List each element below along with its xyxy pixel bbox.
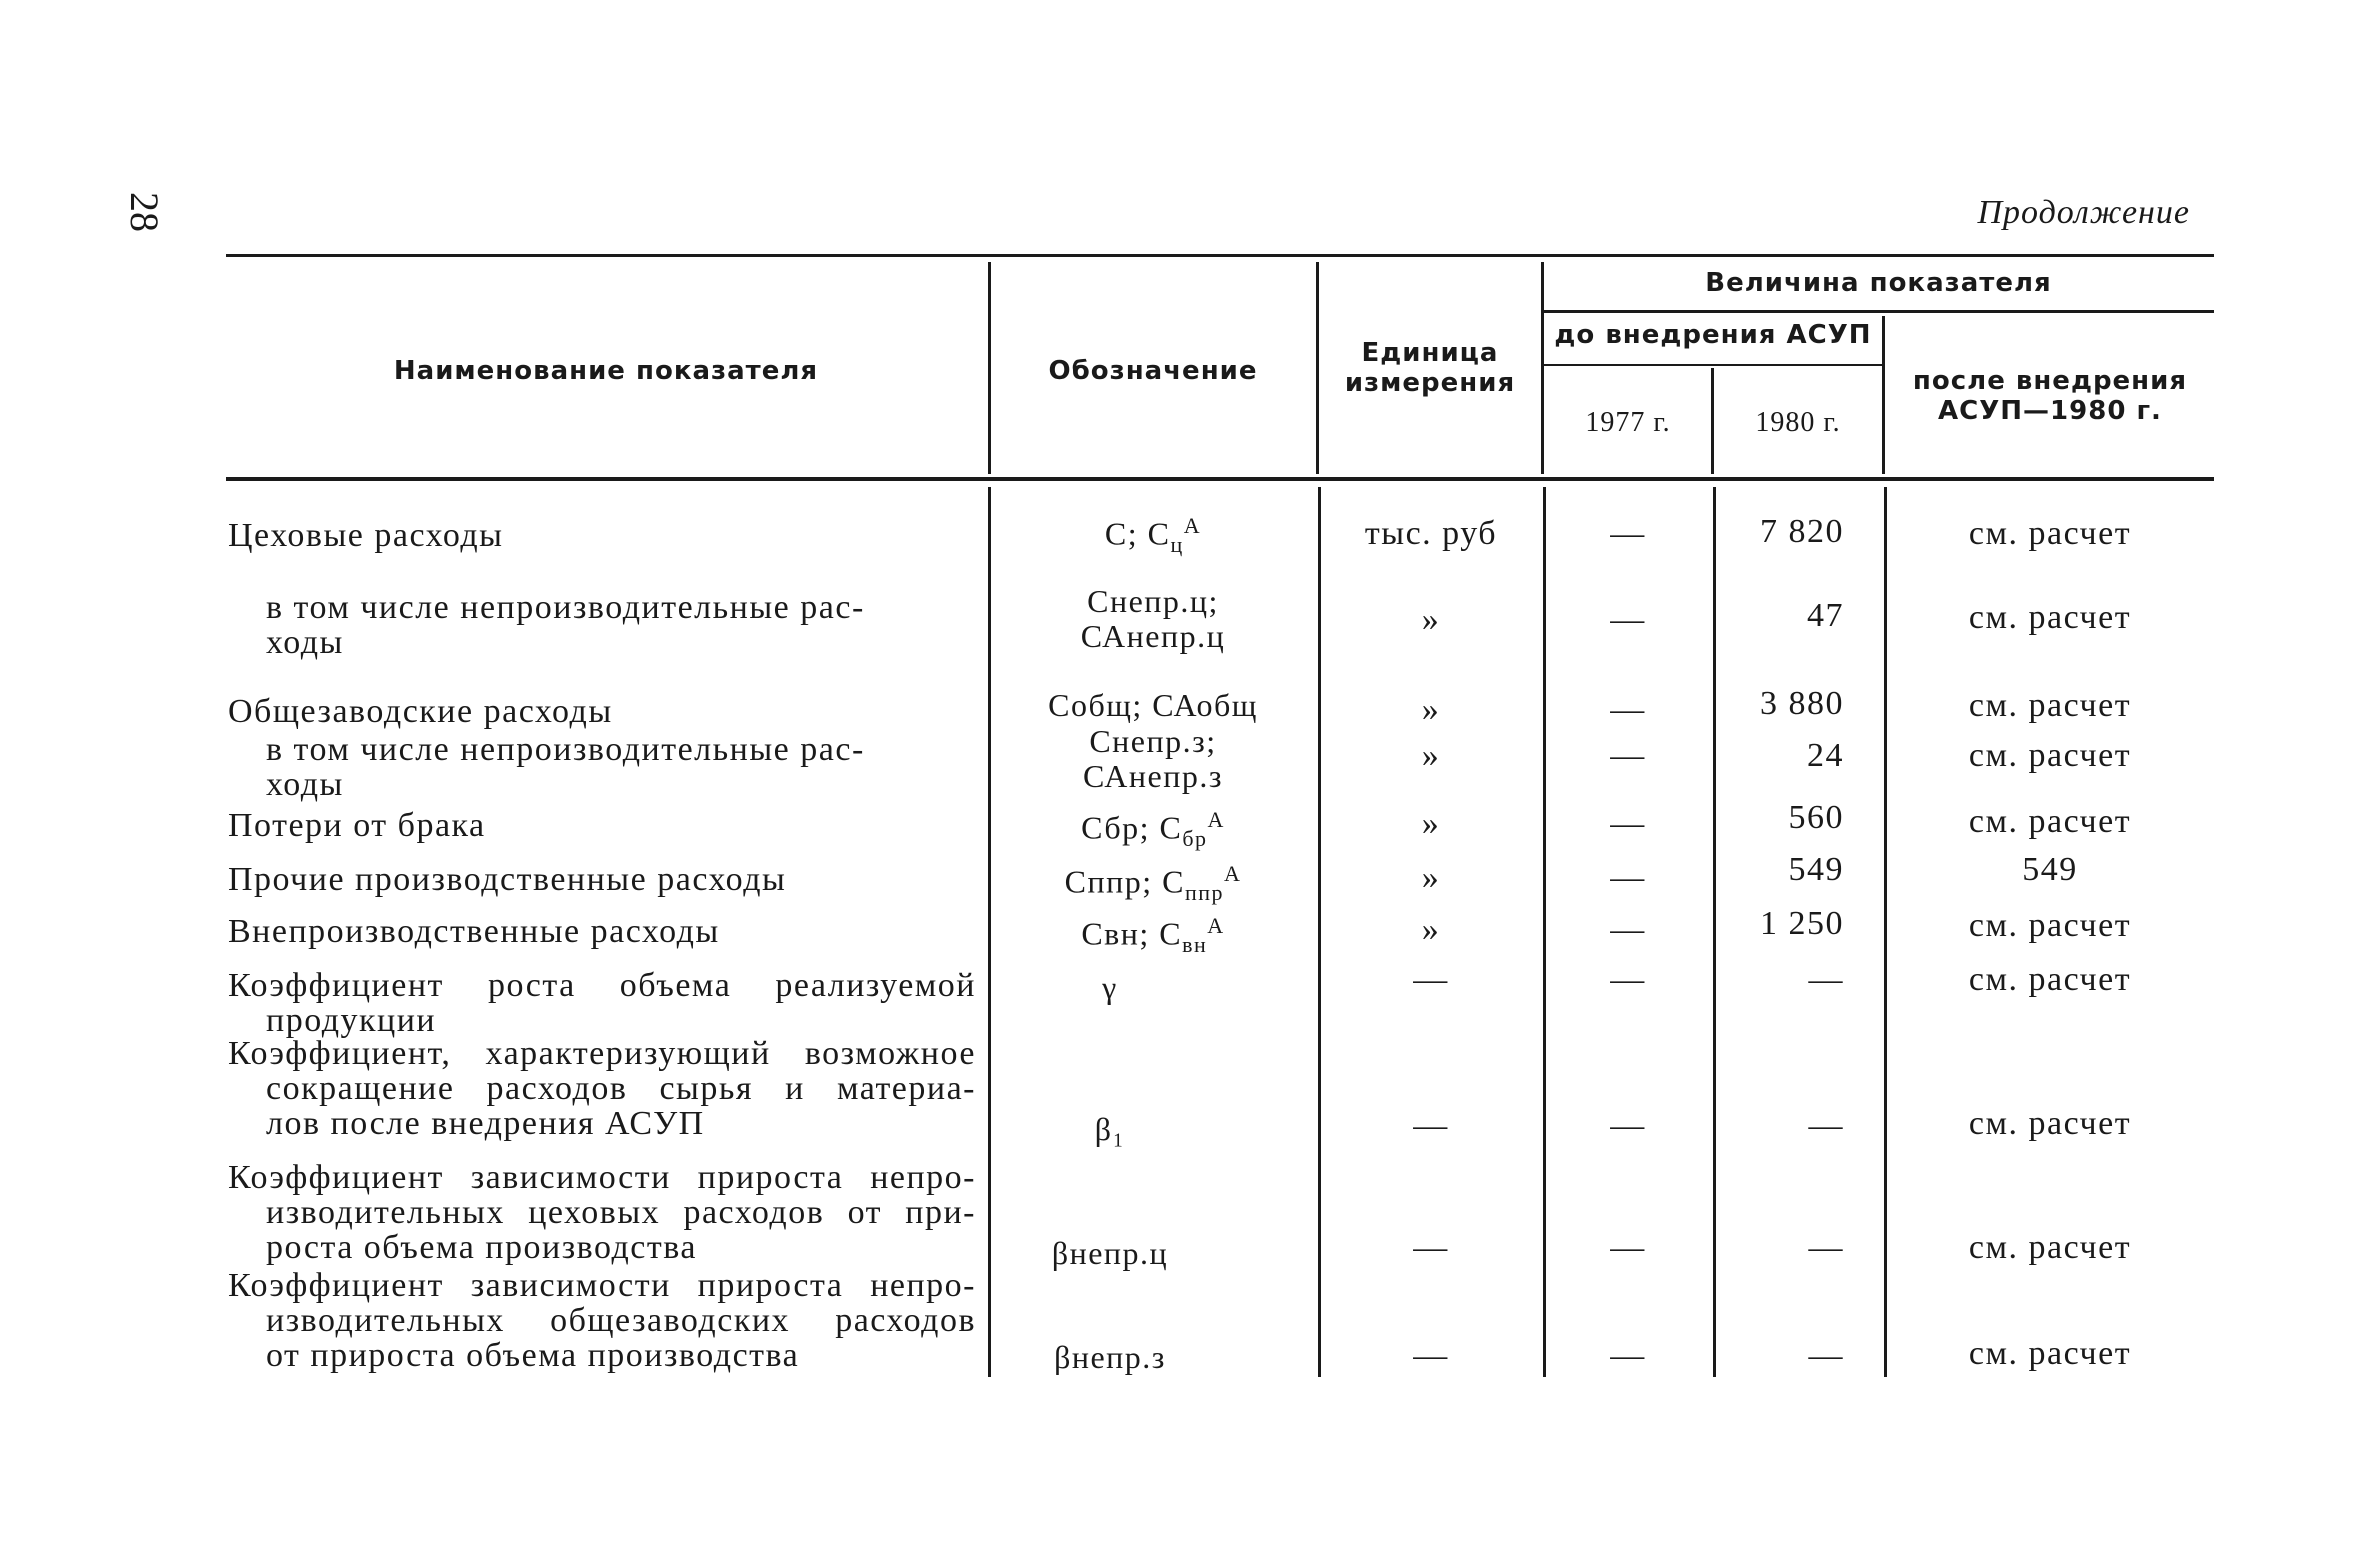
row-unit: — xyxy=(1413,1107,1449,1144)
row-name: Общезаводские расходы xyxy=(228,693,613,730)
row-after: см. расчет xyxy=(1968,1335,2132,1372)
row-name: Коэффициент, характеризующий возможное сокращение расходов сырья и материа- лов после внедрения АСУП xyxy=(228,1035,976,1142)
row-1980: — xyxy=(1808,961,1844,998)
row-1977: — xyxy=(1610,515,1646,552)
row-after: см. расчет xyxy=(1968,1105,2132,1142)
row-after: см. расчет xyxy=(1968,687,2132,724)
row-name: Коэффициент зависимости прироста непро- изводительных цеховых расходов от при- роста объема производства xyxy=(228,1159,976,1266)
row-unit: — xyxy=(1413,961,1449,998)
row-1980: 560 xyxy=(1788,799,1844,836)
row-unit: » xyxy=(1421,691,1441,728)
row-designation: βнепр.з xyxy=(1054,1339,1166,1375)
row-1980: — xyxy=(1808,1229,1844,1266)
row-name: Коэффициент роста объема реализуемой продукции xyxy=(228,967,976,1039)
row-name: Прочие производственные расходы xyxy=(228,861,787,898)
header-after: после внедрения АСУП—1980 г. xyxy=(1912,366,2188,426)
row-1980: 7 820 xyxy=(1760,513,1844,550)
row-after: см. расчет xyxy=(1968,1229,2132,1266)
row-1977: — xyxy=(1610,1107,1646,1144)
row-1980: 549 xyxy=(1788,851,1844,888)
row-unit: » xyxy=(1421,805,1441,842)
row-designation: Сбр; $С_{бр}^А$ xyxy=(1081,807,1225,852)
row-after: см. расчет xyxy=(1968,907,2132,944)
before-header-rule xyxy=(1543,364,1883,366)
row-after: см. расчет xyxy=(1968,515,2132,552)
row-unit: » xyxy=(1421,911,1441,948)
row-1977: — xyxy=(1610,601,1646,638)
row-unit: » xyxy=(1421,859,1441,896)
row-1977: — xyxy=(1610,691,1646,728)
group-header-rule xyxy=(1543,310,2214,313)
row-after: см. расчет xyxy=(1968,961,2132,998)
page-number: 28 xyxy=(122,192,167,232)
row-after: см. расчет xyxy=(1968,737,2132,774)
row-designation: β₁ xyxy=(1094,1111,1126,1147)
row-after: см. расчет xyxy=(1968,599,2132,636)
row-name: в том числе непроизводительные рас- ходы xyxy=(266,731,865,803)
row-1977: — xyxy=(1610,961,1646,998)
row-name: Цеховые расходы xyxy=(228,517,504,554)
row-name: Внепроизводственные расходы xyxy=(228,913,720,950)
row-designation: βнепр.ц xyxy=(1051,1235,1169,1271)
row-designation: Снепр.ц; САнепр.ц xyxy=(1080,583,1226,654)
row-designation: γ xyxy=(1102,969,1118,1005)
header-designation: Обозначение xyxy=(1048,356,1258,386)
row-1977: — xyxy=(1610,1337,1646,1374)
header-name: Наименование показателя xyxy=(393,356,819,386)
row-1980: 3 880 xyxy=(1760,685,1844,722)
table-top-rule xyxy=(226,254,2214,257)
row-name: Коэффициент зависимости прироста непро- изводительных общезаводских расходов от прироста объема производства xyxy=(228,1267,976,1374)
header-1980: 1980 г. xyxy=(1755,407,1841,438)
row-1977: — xyxy=(1610,859,1646,896)
row-designation: Свн; $С_{вн}^А$ xyxy=(1081,913,1225,958)
row-1980: — xyxy=(1808,1107,1844,1144)
row-designation: Собщ; САобщ xyxy=(1048,687,1258,723)
row-unit: тыс. руб xyxy=(1364,515,1498,552)
header-bottom-rule xyxy=(226,477,2214,481)
continuation-label: Продолжение xyxy=(1977,194,2190,231)
header-1977: 1977 г. xyxy=(1585,407,1671,438)
row-designation: Снепр.з; САнепр.з xyxy=(1083,723,1223,794)
header-before: до внедрения АСУП xyxy=(1554,320,1872,350)
row-designation: Сппр; $С_{ппр}^А$ xyxy=(1064,861,1242,906)
row-1977: — xyxy=(1610,737,1646,774)
row-1980: 24 xyxy=(1807,737,1844,774)
col-divider xyxy=(1316,262,1319,474)
header-value-group: Величина показателя xyxy=(1705,268,2052,298)
row-1980: 1 250 xyxy=(1760,905,1844,942)
row-unit: » xyxy=(1421,601,1441,638)
row-name: Потери от брака xyxy=(228,807,486,844)
row-1980: — xyxy=(1808,1337,1844,1374)
row-designation: С; $С_ц^А$ xyxy=(1104,513,1202,558)
row-unit: — xyxy=(1413,1229,1449,1266)
row-unit: » xyxy=(1421,737,1441,774)
row-unit: — xyxy=(1413,1337,1449,1374)
row-1977: — xyxy=(1610,1229,1646,1266)
row-after: см. расчет xyxy=(1968,803,2132,840)
row-after: 549 xyxy=(2022,851,2078,888)
row-1977: — xyxy=(1610,805,1646,842)
row-name: в том числе непроизводительные рас- ходы xyxy=(266,589,865,661)
row-1980: 47 xyxy=(1807,597,1844,634)
row-1977: — xyxy=(1610,911,1646,948)
header-unit: Единица измерения xyxy=(1344,338,1516,398)
